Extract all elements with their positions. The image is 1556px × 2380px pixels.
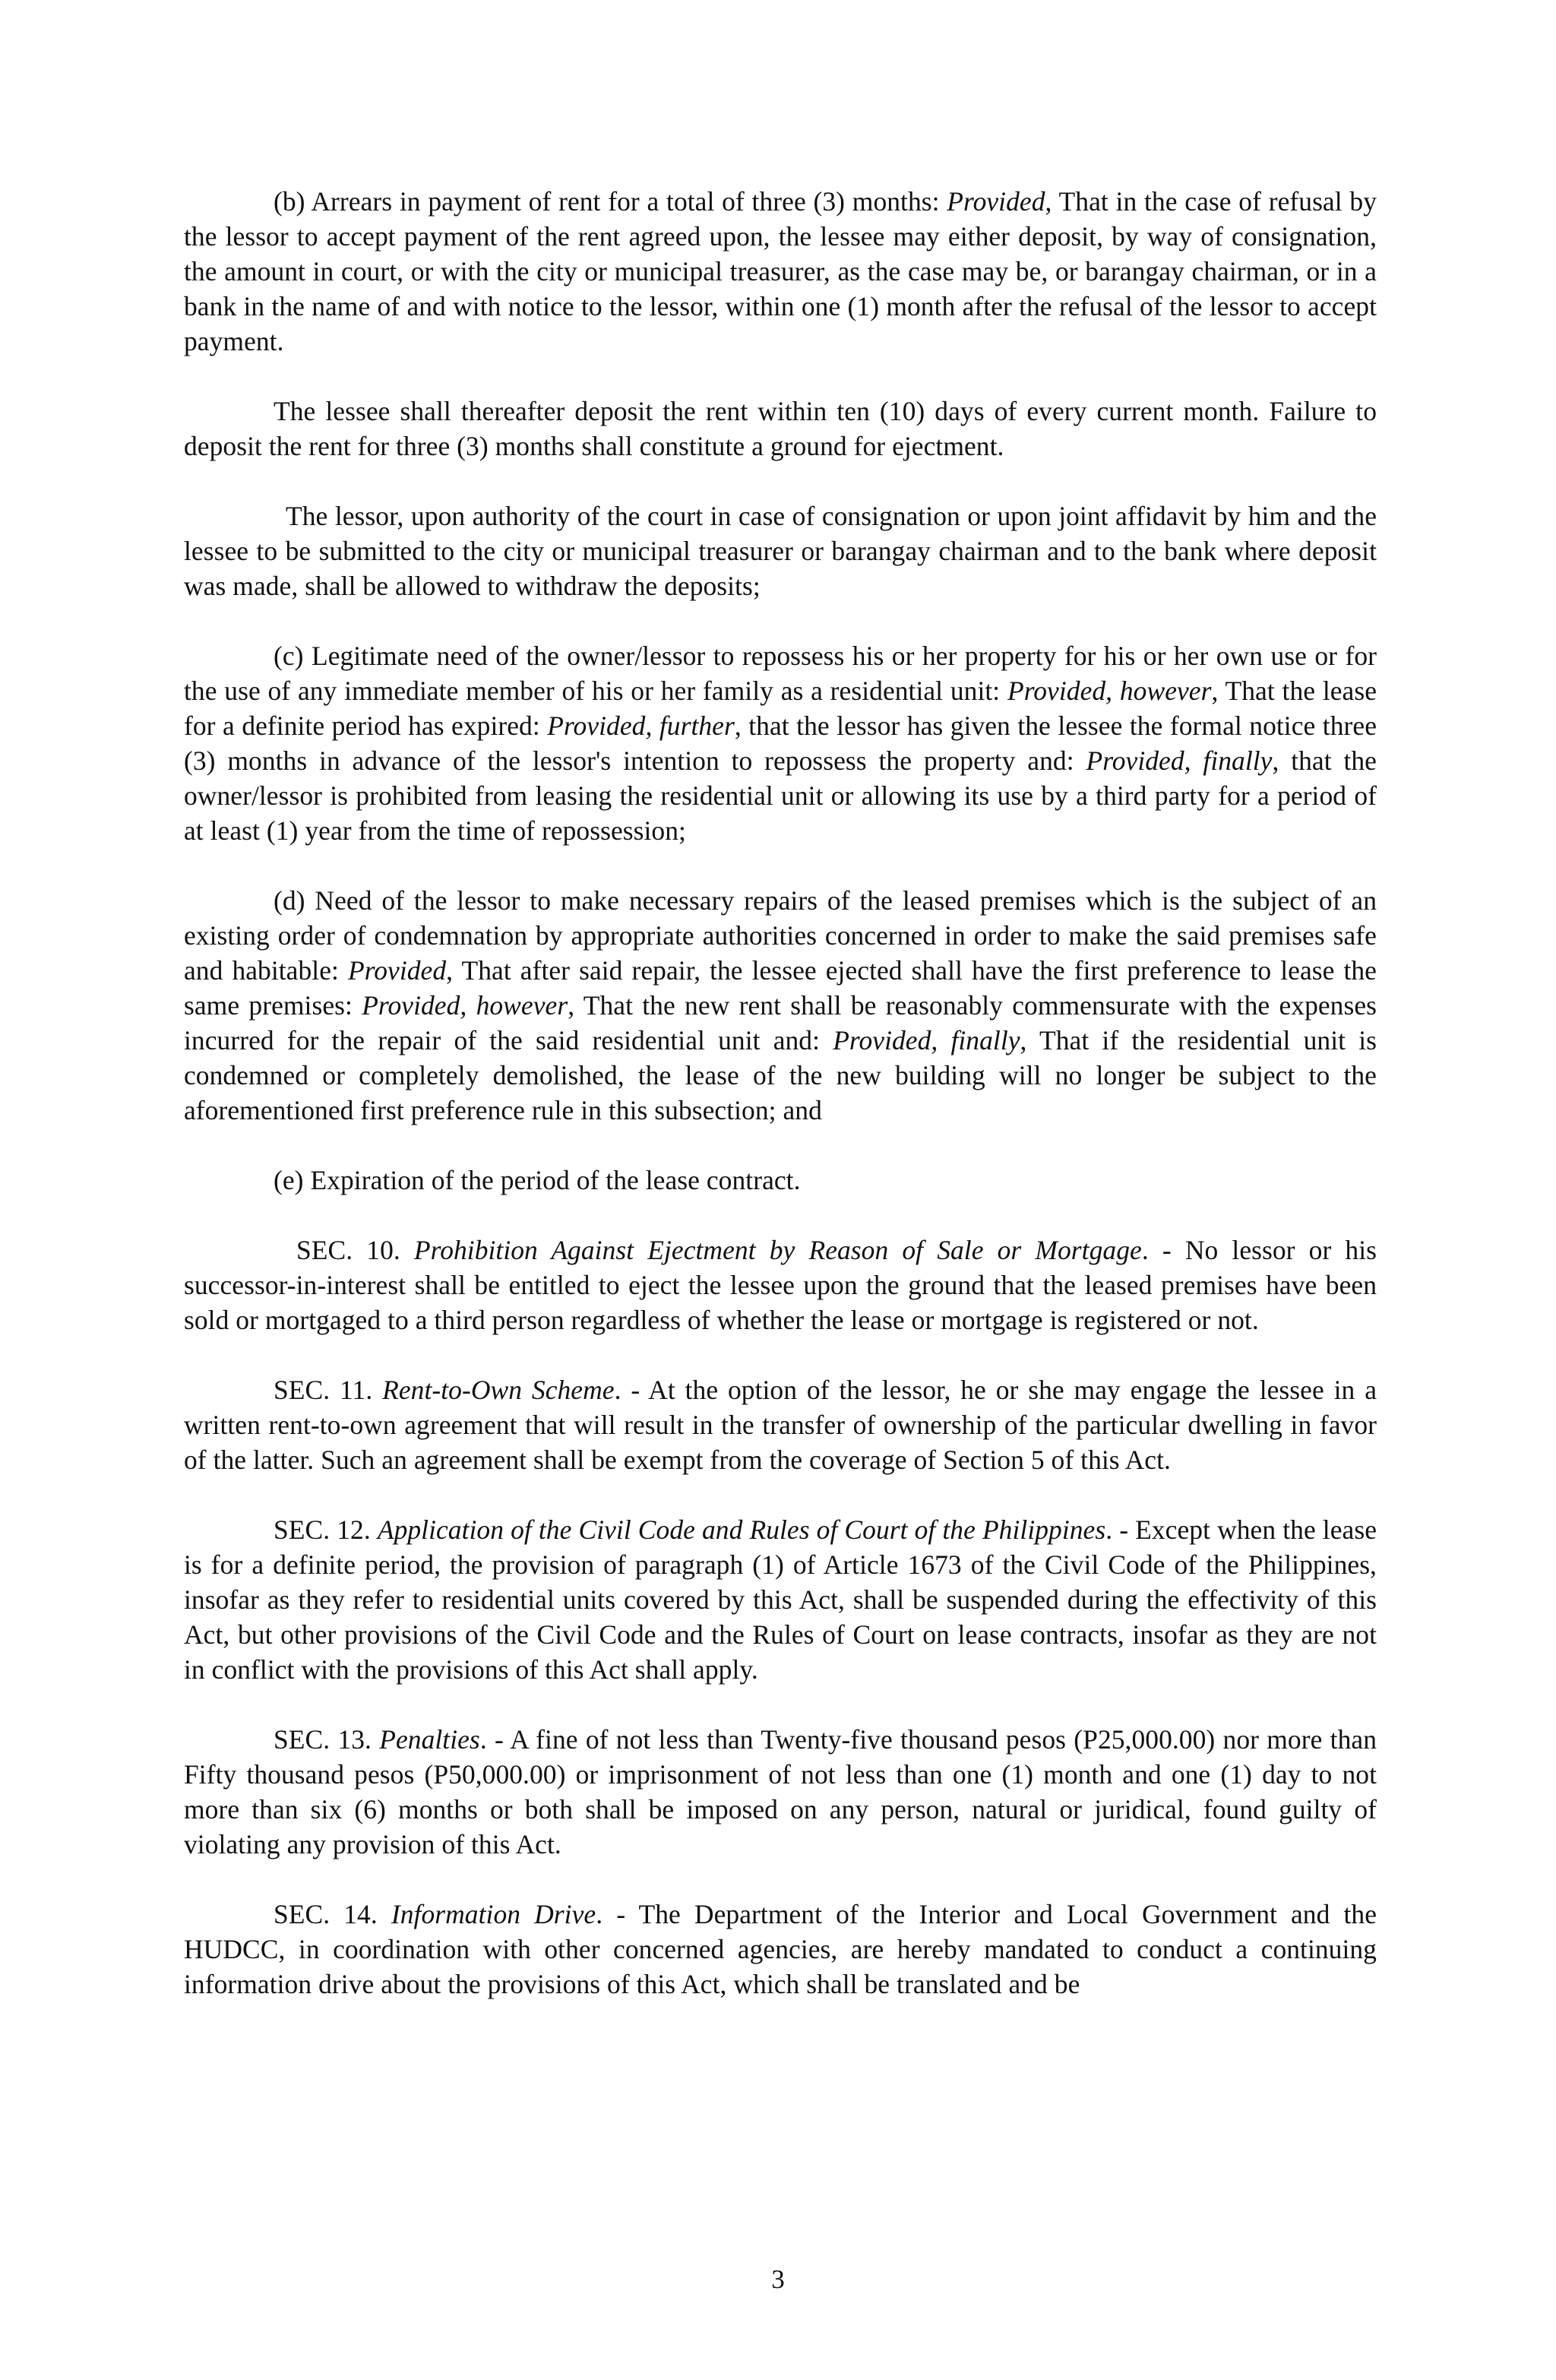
proviso-term: Provided xyxy=(947,186,1045,217)
section-title: Rent-to-Own Scheme xyxy=(382,1375,615,1405)
paragraph-text: , that the lessor has given the lessee the formal notice three (3) months in advance of the lessor's intention to repossess the property and: xyxy=(184,711,1377,776)
section-body: . - At the option of the lessor, he or she may engage the lessee in a written rent-to-own agreement that will result in the transfer of ownership of the particular dwelling in favor of the latter. Such an agreement shall be exempt from the coverage of Section 5 of this Act. xyxy=(184,1375,1377,1475)
section-body: . - A fine of not less than Twenty-five thousand pesos (P25,000.00) nor more than Fifty thousand pesos (P50,000.00) or imprisonment of not less than one (1) month and one (1) day to not more than six (6) months or both shall be imposed on any person, natural or juridical, found guilty of violating any provision of this Act. xyxy=(184,1724,1377,1859)
section-number: SEC. 13. xyxy=(274,1724,380,1755)
section-number: SEC. 14. xyxy=(274,1899,391,1929)
proviso-term: Provided, further xyxy=(547,711,735,741)
paragraph-text: , That the new rent shall be reasonably commensurate with the expenses incurred for the repair of the said residential unit and: xyxy=(184,990,1377,1055)
paragraph-text: (c) Legitimate need of the owner/lessor to repossess his or her property for his or her own use or for the use of any immediate member of his or her family as a residential unit: xyxy=(184,641,1377,706)
paragraph-deposit-rent: The lessee shall thereafter deposit the rent within ten (10) days of every current month. Failure to deposit the rent for three (3) months shall constitute a ground for ejectment. xyxy=(184,396,1377,461)
section-12 xyxy=(184,1512,1377,1687)
section-11 xyxy=(184,1372,1377,1477)
proviso-term: Provided, finally xyxy=(1086,745,1273,776)
section-body: . - No lessor or his successor-in-interest shall be entitled to eject the lessee upon the ground that the leased premises have been sold or mortgaged to a third person regardless of whether the lease or mortgage is registered or not. xyxy=(184,1235,1377,1335)
paragraph-text: , That in the case of refusal by the lessor to accept payment of the rent agreed upon, the lessee may either deposit, by way of consignation, the amount in court, or with the city or municipal treasurer, as the case may be, or barangay chairman, or in a bank in the name of and with notice to the lessor, within one (1) month after the refusal of the lessor to accept payment. xyxy=(184,186,1377,356)
paragraph-text: , That after said repair, the lessee ejected shall have the first preference to lease the same premises: xyxy=(184,955,1377,1021)
proviso-term: Provided xyxy=(347,955,447,986)
section-title: Application of the Civil Code and Rules of Court of the Philippines xyxy=(377,1514,1106,1545)
section-body: . - The Department of the Interior and Local Government and the HUDCC, in coordination with other concerned agencies, are hereby mandated to conduct a continuing information drive about the provisions of this Act, which shall be translated and be xyxy=(184,1899,1377,1999)
proviso-term: Provided, finally xyxy=(833,1025,1020,1055)
paragraph-e-expiration: (e) Expiration of the period of the lease contract. xyxy=(274,1165,801,1195)
section-title: Information Drive xyxy=(391,1899,596,1929)
paragraph-withdraw-deposits: The lessor, upon authority of the court in case of consignation or upon joint affidavit by him and the lessee to be submitted to the city or municipal treasurer or barangay chairman and to the bank where deposit was made, shall be allowed to withdraw the deposits; xyxy=(184,501,1377,601)
section-13 xyxy=(184,1722,1377,1862)
section-number: SEC. 10. xyxy=(296,1235,414,1265)
document-body xyxy=(184,184,1377,2037)
section-10 xyxy=(184,1233,1377,1337)
paragraph-text: , That the lease for a definite period has expired: xyxy=(184,676,1377,741)
proviso-term: Provided, however xyxy=(362,990,568,1021)
paragraph-c-legitimate-need xyxy=(184,638,1377,848)
section-14 xyxy=(184,1897,1377,2002)
section-number: SEC. 11. xyxy=(274,1375,383,1405)
paragraph-b-arrears xyxy=(184,184,1377,359)
paragraph-text: , that the owner/lessor is prohibited from leasing the residential unit or allowing its use by a third party for a period of at least (1) year from the time of repossession; xyxy=(184,745,1377,846)
paragraph-d-necessary-repairs xyxy=(184,883,1377,1128)
section-title: Penalties xyxy=(379,1724,480,1755)
paragraph-text: , That if the residential unit is condemned or completely demolished, the lease of the new building will no longer be subject to the aforementioned first preference rule in this subsection; and xyxy=(184,1025,1377,1125)
section-number: SEC. 12. xyxy=(274,1514,378,1545)
section-title: Prohibition Against Ejectment by Reason of Sale or Mortgage xyxy=(413,1235,1142,1265)
paragraph-text: (d) Need of the lessor to make necessary repairs of the leased premises which is the subject of an existing order of condemnation by appropriate authorities concerned in order to make the said premises safe and habitable: xyxy=(184,885,1377,986)
section-body: . - Except when the lease is for a definite period, the provision of paragraph (1) of Article 1673 of the Civil Code of the Philippines, insofar as they refer to residential units covered by this Act, shall be suspended during the effectivity of this Act, but other provisions of the Civil Code and the Rules of Court on lease contracts, insofar as they are not in conflict with the provisions of this Act shall apply. xyxy=(184,1514,1377,1685)
proviso-term: Provided, however xyxy=(1007,676,1212,706)
paragraph-text: (b) Arrears in payment of rent for a total of three (3) months: xyxy=(274,186,947,217)
page-number: 3 xyxy=(771,2264,785,2294)
